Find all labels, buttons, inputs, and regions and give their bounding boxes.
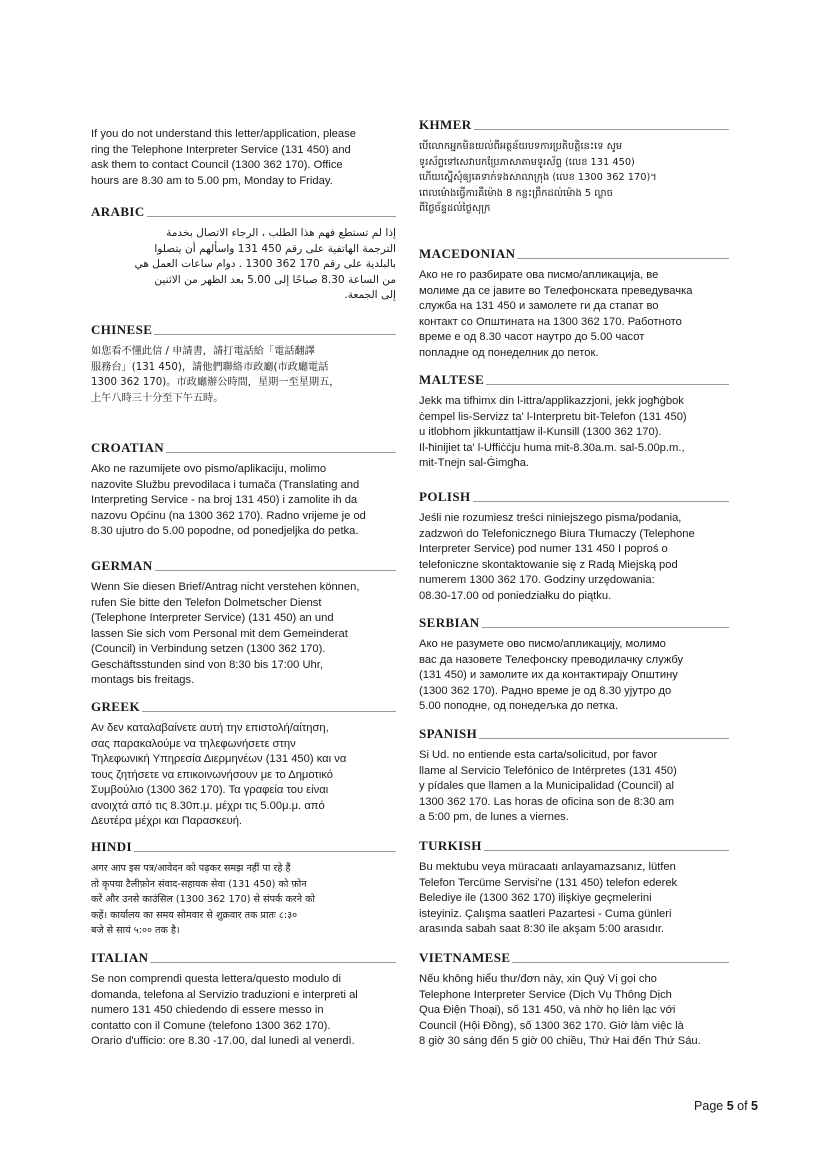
- heading-rule: [474, 129, 729, 130]
- section-heading: MACEDONIAN: [419, 246, 516, 261]
- section-text: Jekk ma tifhimx din l-ittra/applikazzjoni, jekk jogħġbok ċempel lis-Servizz ta' l-Interpretu bit-Telefon (131 450) u itlobhom jikkuntattjaw il-Kunsill (1300 362 170). Il-ħinijiet ta' l-Uffiċċju huma mit-8.30a.m. sal-5.00p.m., mit-Tnejn sal-Ġimgħa.: [419, 395, 687, 469]
- section-heading: GREEK: [91, 699, 140, 714]
- section-text: Ako ne razumijete ovo pismo/aplikaciju, molimo nazovite Službu prevodilaca i tumača (Translating and Interpreting Service - na broj 131 450) i zamolite ih da nazovu Općinu (na 1300 362 170). Radno vrijeme je od 8.30 ujutro do 5.00 popodne, od ponedjeljka do petka.: [91, 463, 366, 537]
- heading-rule: [486, 384, 729, 385]
- section-chinese: [91, 321, 396, 406]
- section-heading: SPANISH: [419, 726, 478, 741]
- section-text: Jeśli nie rozumiesz treści niniejszego pisma/podania, zadzwoń do Telefonicznego Biura Tłumaczy (Telephone Interpreter Service) pod numer 131 450 I poproś o telefoniczne skontaktowanie się z Radą Miejską pod numerem 1300 362 170. Godziny urzędowania: 08.30-17.00 od poniedziałku do piątku.: [419, 512, 695, 602]
- section-text: Nếu không hiểu thư/đơn này, xin Quý Vị gọi cho Telephone Interpreter Service (Dịch Vụ Thông Dịch Qua Điện Thoại), số 131 450, và nhờ họ liên lạc với Council (Hội Đồng), số 1300 362 170. Giờ làm việc là 8 giờ 30 sáng đến 5 giờ 00 chiều, Thứ Hai đến Thứ Sáu.: [419, 973, 701, 1047]
- section-heading: SERBIAN: [419, 615, 480, 630]
- heading-rule: [517, 258, 729, 259]
- section-heading: ITALIAN: [91, 950, 149, 965]
- heading-rule: [154, 334, 396, 335]
- heading-rule: [142, 711, 396, 712]
- total-pages: 5: [751, 1099, 758, 1113]
- section-text: 如您看不懂此信 / 申請書，請打電話給「電話翻譯 服務台」(131 450)，請他們聯絡市政廳(市政廳電話 1300 362 170)。市政廳辦公時間，星期一至星期五， 上午八時三十分至下午五時。: [91, 346, 340, 404]
- section-macedonian: [419, 245, 729, 361]
- section-hindi: [91, 838, 396, 939]
- section-maltese: [419, 371, 729, 472]
- section-text: Se non comprendi questa lettera/questo modulo di domanda, telefona al Servizio traduzioni e interpreti al numero 131 450 chiedendo di essere messo in contatto con il Comune (telefono 1300 362 170). Orario d'ufficio: ore 8.30 -17.00, dal lunedì al venerdì.: [91, 973, 358, 1047]
- current-page: 5: [726, 1099, 734, 1113]
- heading-rule: [473, 501, 729, 502]
- section-heading: ARABIC: [91, 204, 145, 219]
- heading-rule: [150, 962, 396, 963]
- section-text: إذا لم تستطع فهم هذا الطلب ، الرجاء الاتصال بخدمة الترجمة الهاتفية على رقم 450 131 واسألهم أن يتصلوا بالبلدية على رقم 170 362 1300 . دوام ساعات العمل هي من الساعة 8.30 صباحًا إلى 5.00 بعد الظهر من الاثنين إلى الجمعة.: [134, 227, 396, 301]
- section-text: Wenn Sie diesen Brief/Antrag nicht verstehen können, rufen Sie bitte den Telefon Dolmetscher Dienst (Telephone Interpreter Service) (131 450) an und lassen Sie sich vom Personal mit dem Gemeinderat (Council) in Verbindung setzen (1300 362 170). Geschäftsstunden sind von 8:30 bis 17:00 Uhr, montags bis freitags.: [91, 581, 360, 686]
- section-italian: [91, 949, 396, 1050]
- section-heading: CHINESE: [91, 322, 153, 337]
- intro-paragraph: If you do not understand this letter/application, please ring the Telephone Interpreter Service (131 450) and ask them to contact Council (1300 362 170). Office hours are 8.30 am to 5.00 pm, Monday to Friday.: [91, 128, 356, 187]
- section-text: Ако не разумете ово писмо/апликацију, молимо вас да назовете Телефонску преводилачку службу (131 450) и замолите их да контактирају Општину (1300 362 170). Радно време је од 8.30 ујутро до 5.00 поподне, од понедељка до петка.: [419, 638, 684, 712]
- section-text: अगर आप इस पत्र/आवेदन को पढ़कर समझ नहीं पा रहे हैं तो कृपया टैलीफ़ोन संवाद-सहायक सेवा (131 450) को फ़ोन करें और उनसे काउंसिल (1300 362 170) से संपर्क करने को कहें। कार्यालय का समय सोमवार से शुक्रवार तक प्रातः ८:३० बजे से सायं ५:०० तक है।: [91, 863, 315, 936]
- section-polish: [419, 488, 729, 604]
- section-serbian: [419, 614, 729, 715]
- section-heading: GERMAN: [91, 558, 153, 573]
- page-label: Page: [694, 1099, 727, 1113]
- heading-rule: [155, 570, 396, 571]
- section-arabic: [91, 203, 396, 304]
- heading-rule: [134, 851, 396, 852]
- section-vietnamese: [419, 949, 729, 1050]
- section-turkish: [419, 837, 729, 938]
- heading-rule: [482, 627, 729, 628]
- section-greek: [91, 698, 396, 830]
- heading-rule: [166, 452, 396, 453]
- section-heading: CROATIAN: [91, 440, 165, 455]
- section-text: Bu mektubu veya müracaatı anlayamazsanız, lütfen Telefon Tercüme Servisi'ne (131 450) telefon ederek Belediye ile (1300 362 170) ilişkiye geçmelerini isteyiniz. Çalışma saatleri Pazartesi - Cuma günleri arasında sabah saat 8:30 ile akşam 5:00 arasıdır.: [419, 861, 678, 935]
- heading-rule: [484, 850, 729, 851]
- section-spanish: [419, 725, 729, 826]
- section-heading: HINDI: [91, 839, 133, 854]
- section-heading: VIETNAMESE: [419, 950, 511, 965]
- section-heading: POLISH: [419, 489, 471, 504]
- page-separator: of: [733, 1099, 752, 1113]
- section-khmer: [419, 116, 729, 217]
- section-german: [91, 557, 396, 689]
- page-number: [694, 1099, 758, 1113]
- heading-rule: [512, 962, 729, 963]
- section-text: Si Ud. no entiende esta carta/solicitud, por favor llame al Servicio Telefónico de Intérpretes (131 450) y pídales que llamen a la Municipalidad (Council) al 1300 362 170. Las horas de oficina son de 8:30 am a 5:00 pm, de lunes a viernes.: [419, 749, 677, 823]
- section-heading: KHMER: [419, 117, 472, 132]
- heading-rule: [479, 738, 729, 739]
- section-text: បើលោកអ្នកមិនយល់ពីអត្ថន័យបទការប្រតិបត្តិនេះទេ សូម ទូរស័ព្ទទៅសេវាបកប្រែភាសាតាមទូរស័ព្ទ (លេខ 131 450) ហើយស្នើសុំឲ្យគេទាក់ទងសាលាក្រុង (លេខ 1300 362 170)។ ពេលម៉ោងធ្វើការគឺម៉ោង 8 កន្លះព្រឹកដល់ម៉ោង 5 ល្ងាច ពីថ្ងៃច័ន្ទដល់ថ្ងៃសុក្រ: [419, 141, 657, 214]
- heading-rule: [147, 216, 396, 217]
- section-heading: TURKISH: [419, 838, 482, 853]
- section-heading: MALTESE: [419, 372, 485, 387]
- section-croatian: [91, 439, 396, 540]
- section-text: Ако не го разбирате ова писмо/апликација, ве молиме да се јавите во Телефонската преведувачка служба на 131 450 и замолете ги да стапат во контакт со Општината на 1300 362 170. Работното време е од 8.30 часот наутро до 5.00 часот попладне од понеделник до петок.: [419, 269, 693, 359]
- section-text: Αν δεν καταλαβαίνετε αυτή την επιστολή/αίτηση, σας παρακαλούμε να τηλεφωνήσετε στην Τηλεφωνική Υπηρεσία Διερμηνέων (131 450) και να τους ζητήσετε να επικοινωνήσουν με το Δημοτικό Συμβούλιο (1300 362 170). Τα γραφεία του είναι ανοιχτά από τις 8.30π.μ. μέχρι τις 5.00μ.μ. από Δευτέρα μέχρι και Παρασκευή.: [91, 722, 347, 827]
